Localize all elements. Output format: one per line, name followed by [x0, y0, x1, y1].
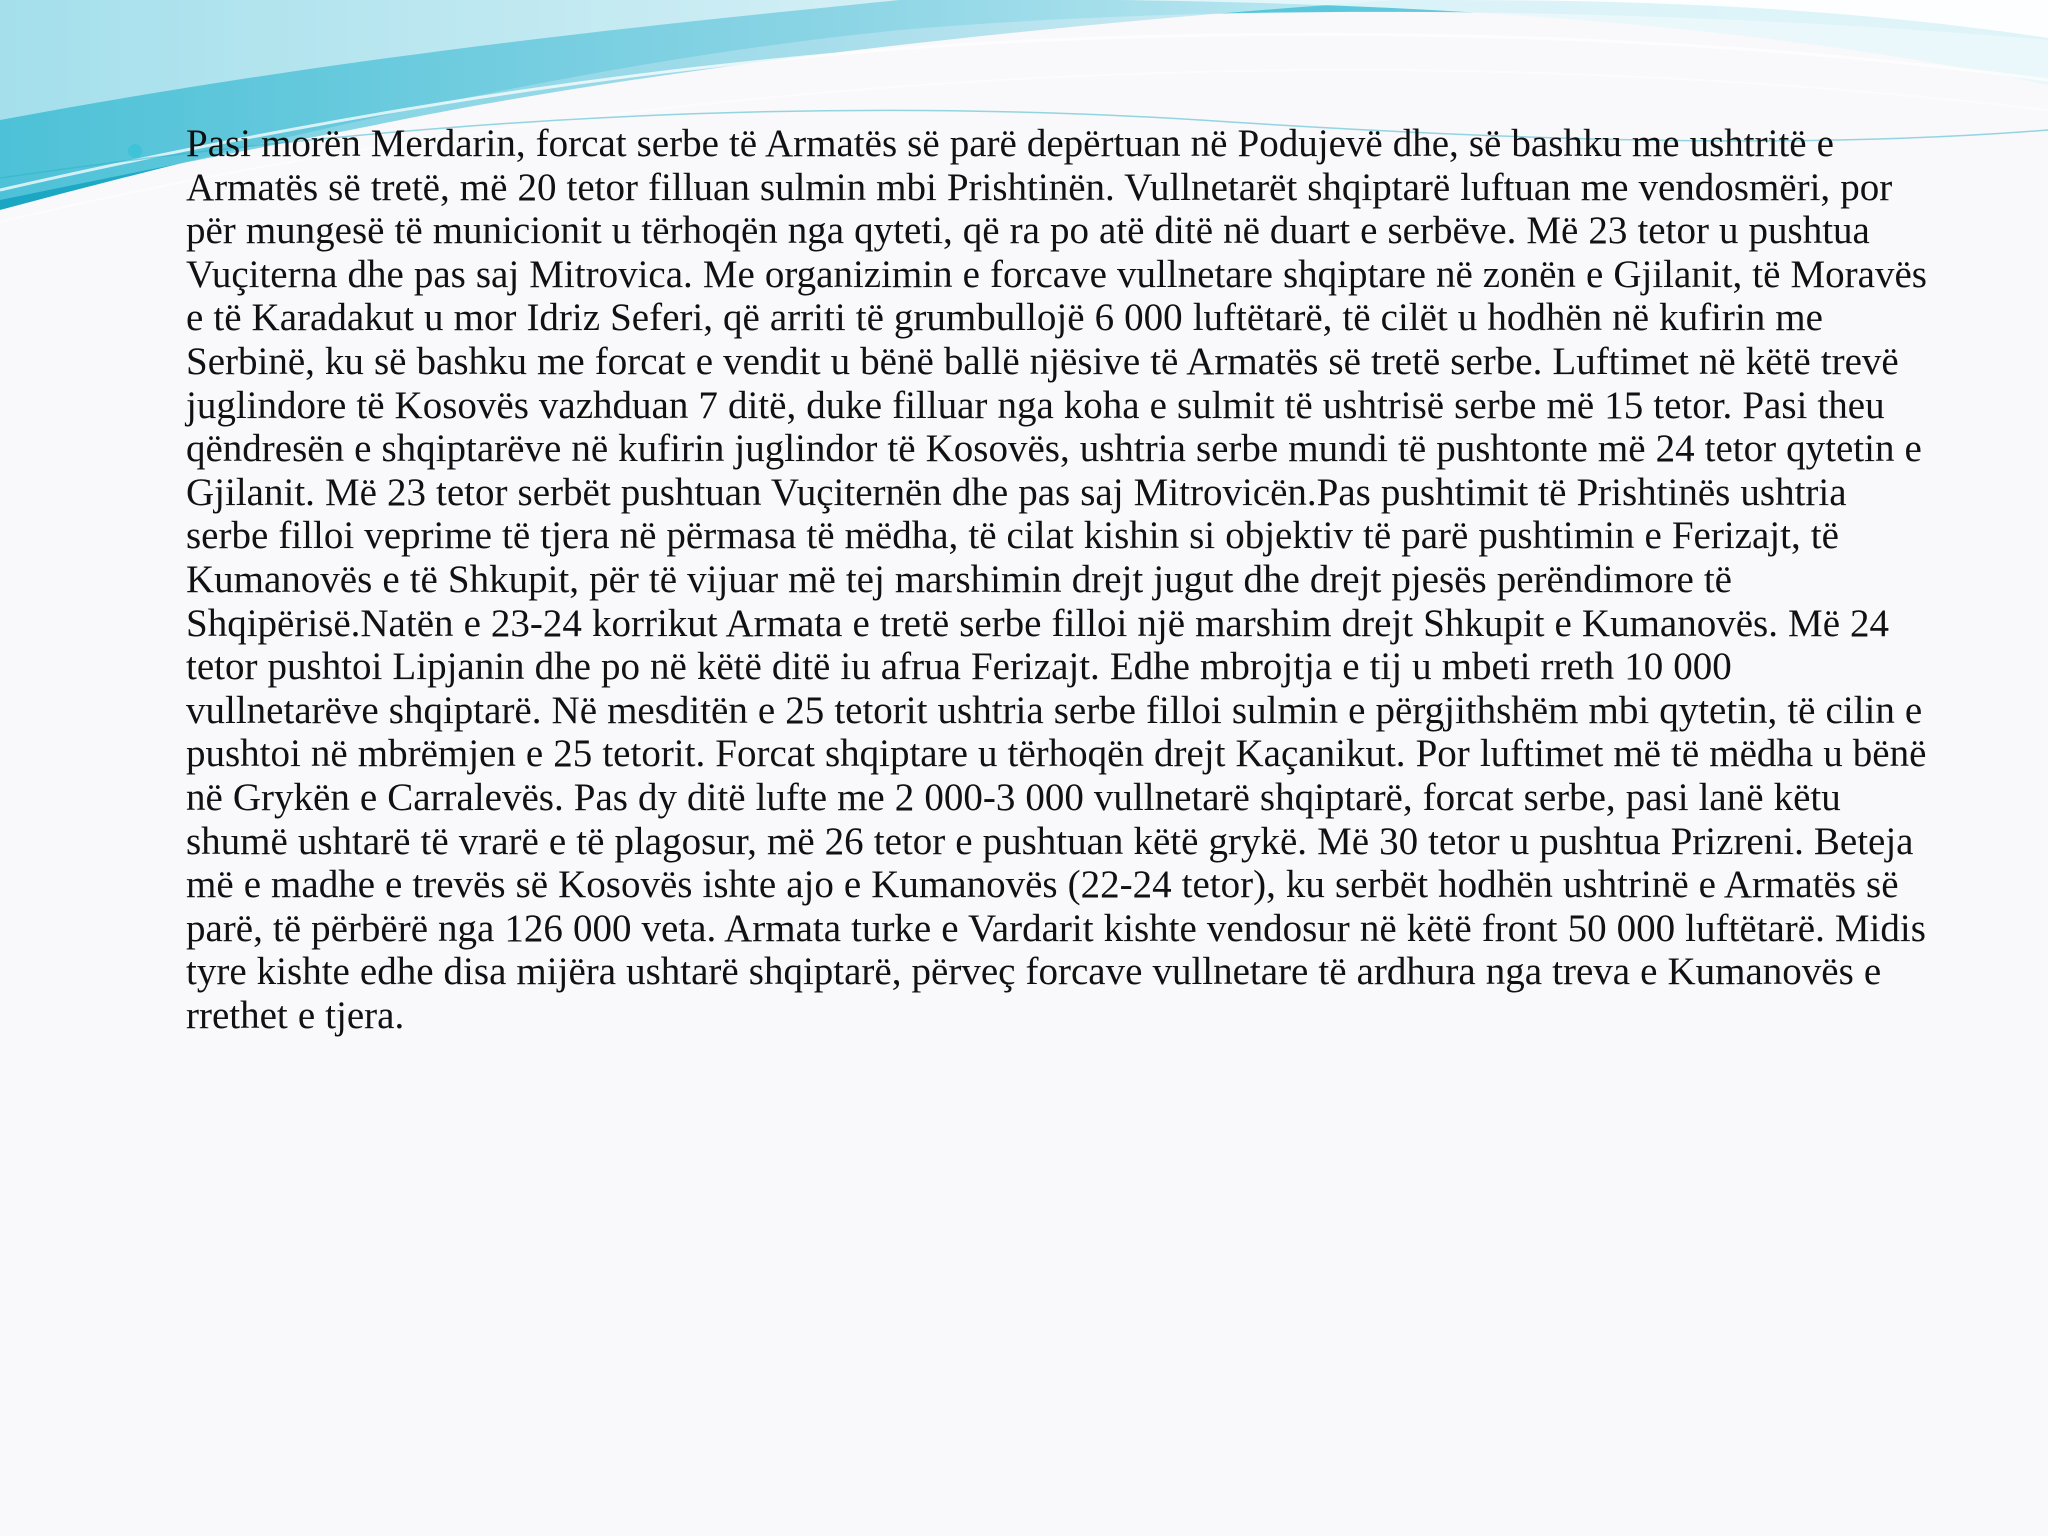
content-area: [128, 122, 1928, 1037]
bullet-item: [128, 122, 1928, 1037]
bullet-text: Pasi morën Merdarin, forcat serbe të Armatës së parë depërtuan në Podujevë dhe, së bashku me ushtritë e Armatës së tretë, më 20 tetor filluan sulmin mbi Prishtinën. Vullnetarët shqiptarë luftuan me vendosmëri, por për mungesë të municionit u tërhoqën nga qyteti, që ra po atë ditë në duart e serbëve. Më 23 tetor u pushtua Vuçiterna dhe pas saj Mitrovica. Me organizimin e forcave vullnetare shqiptare në zonën e Gjilanit, të Moravës e të Karadakut u mor Idriz Seferi, që arriti të grumbullojë 6 000 luftëtarë, të cilët u hodhën në kufirin me Serbinë, ku së bashku me forcat e vendit u bënë ballë njësive të Armatës së tretë serbe. Luftimet në këtë trevë juglindore të Kosovës vazhduan 7 ditë, duke filluar nga koha e sulmit të ushtrisë serbe më 15 tetor. Pasi theu qëndresën e shqiptarëve në kufirin juglindor të Kosovës, ushtria serbe mundi të pushtonte më 24 tetor qytetin e Gjilanit. Më 23 tetor serbët pushtuan Vuçiternën dhe pas saj Mitrovicën.Pas pushtimit të Prishtinës ushtria serbe filloi veprime të tjera në përmasa të mëdha, të cilat kishin si objektiv të parë pushtimin e Ferizajt, të Kumanovës e të Shkupit, për të vijuar më tej marshimin drejt jugut dhe drejt pjesës perëndimore të Shqipërisë.Natën e 23-24 korrikut Armata e tretë serbe filloi një marshim drejt Shkupit e Kumanovës. Më 24 tetor pushtoi Lipjanin dhe po në këtë ditë iu afrua Ferizajt. Edhe mbrojtja e tij u mbeti rreth 10 000 vullnetarëve shqiptarë. Në mesditën e 25 tetorit ushtria serbe filloi sulmin e përgjithshëm mbi qytetin, të cilin e pushtoi në mbrëmjen e 25 tetorit. Forcat shqiptare u tërhoqën drejt Kaçanikut. Por luftimet më të mëdha u bënë në Grykën e Carralevës. Pas dy ditë lufte me 2 000-3 000 vullnetarë shqiptarë, forcat serbe, pasi lanë këtu shumë ushtarë të vrarë e të plagosur, më 26 tetor e pushtuan këtë grykë. Më 30 tetor u pushtua Prizreni. Beteja më e madhe e trevës së Kosovës ishte ajo e Kumanovës (22-24 tetor), ku serbët hodhën ushtrinë e Armatës së parë, të përbërë nga 126 000 veta. Armata turke e Vardarit kishte vendosur në këtë front 50 000 luftëtarë. Midis tyre kishte edhe disa mijëra ushtarë shqiptarë, përveç forcave vullnetare të ardhura nga treva e Kumanovës e rrethet e tjera.: [186, 122, 1927, 1037]
bullet-icon: [128, 144, 142, 158]
